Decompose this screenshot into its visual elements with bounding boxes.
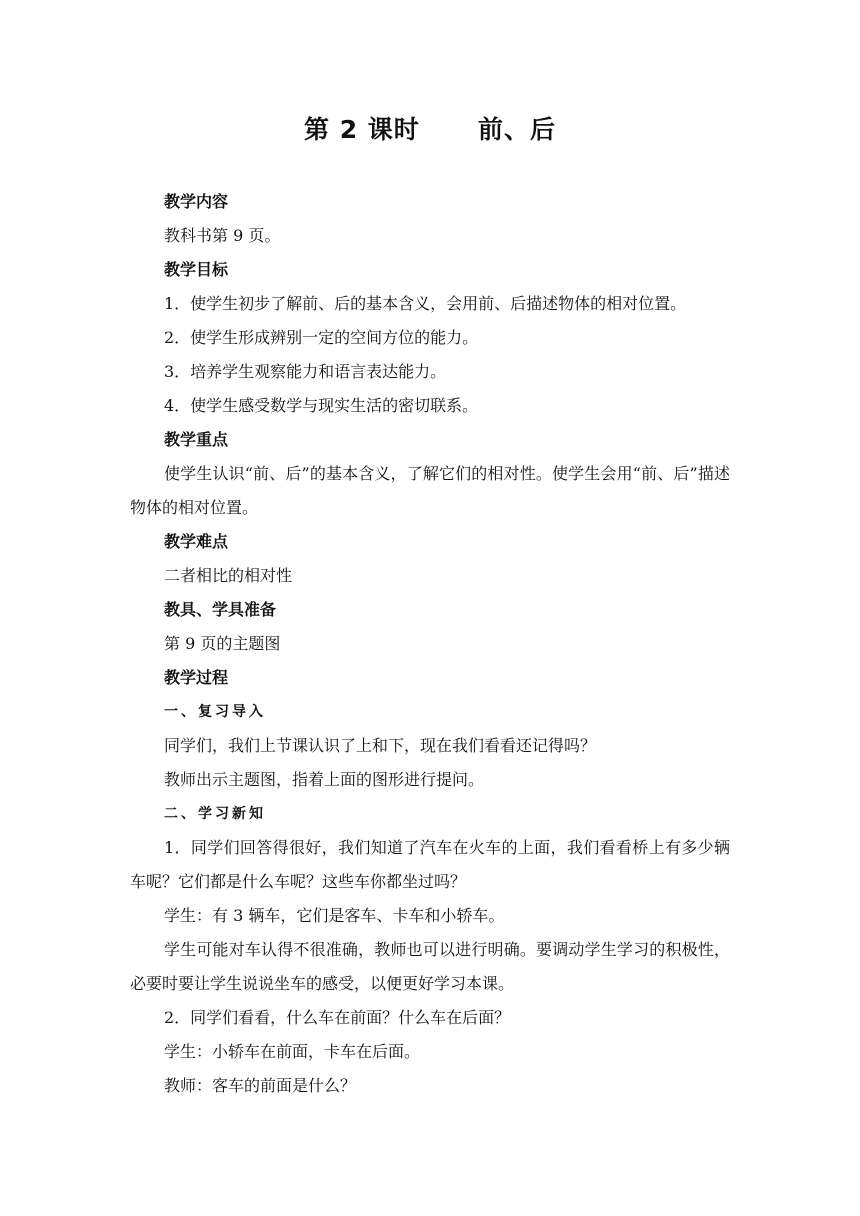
section-heading-key-points: 教学重点 (164, 430, 229, 449)
document-body (130, 185, 730, 1103)
goal-item: 3．培养学生观察能力和语言表达能力。 (164, 362, 447, 381)
review-line: 同学们，我们上节课认识了上和下，现在我们看看还记得吗？ (164, 736, 597, 755)
review-line: 教师出示主题图，指着上面的图形进行提问。 (164, 770, 485, 789)
key-points-text: 使学生认识“前、后”的基本含义，了解它们的相对性。使学生会用“前、后”描述物体的相对位置。 (130, 464, 730, 517)
section-heading-goals: 教学目标 (164, 260, 229, 279)
section-heading-tools: 教具、学具准备 (164, 600, 277, 619)
subsection-heading-review: 一、复习导入 (164, 704, 266, 720)
content-text: 教科书第 9 页。 (164, 226, 281, 245)
tools-text: 第 9 页的主题图 (164, 634, 281, 653)
subsection-heading-new-knowledge: 二、学习新知 (164, 806, 266, 822)
section-heading-difficulty: 教学难点 (164, 532, 229, 551)
goal-item: 1．使学生初步了解前、后的基本含义，会用前、后描述物体的相对位置。 (164, 294, 687, 313)
page-title: 第 2 课时 前、后 (303, 115, 557, 144)
section-heading-process: 教学过程 (164, 668, 229, 687)
new-knowledge-para: 2．同学们看看，什么车在前面？什么车在后面？ (164, 1008, 511, 1027)
new-knowledge-para: 1．同学们回答得很好，我们知道了汽车在火车的上面，我们看看桥上有多少辆车呢？它们都是什么车呢？这些车你都坐过吗？ (130, 838, 730, 891)
section-heading-content: 教学内容 (164, 192, 229, 211)
difficulty-text: 二者相比的相对性 (164, 566, 293, 585)
new-knowledge-para: 学生可能对车认得不很准确，教师也可以进行明确。要调动学生学习的积极性，必要时要让学生说说坐车的感受，以便更好学习本课。 (130, 940, 730, 993)
new-knowledge-para: 教师：客车的前面是什么？ (164, 1076, 357, 1095)
new-knowledge-para: 学生：小轿车在前面，卡车在后面。 (164, 1042, 421, 1061)
goal-item: 2．使学生形成辨别一定的空间方位的能力。 (164, 328, 479, 347)
new-knowledge-para: 学生：有 3 辆车，它们是客车、卡车和小轿车。 (164, 906, 505, 925)
goal-item: 4．使学生感受数学与现实生活的密切联系。 (164, 396, 479, 415)
